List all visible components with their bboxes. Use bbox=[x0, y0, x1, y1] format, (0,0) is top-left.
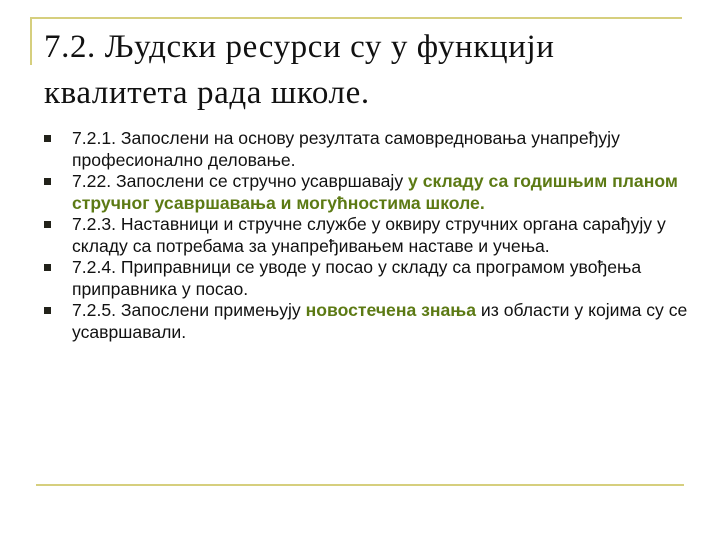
square-bullet-icon bbox=[44, 307, 51, 314]
square-bullet-icon bbox=[44, 264, 51, 271]
square-bullet-icon bbox=[44, 221, 51, 228]
bullet-text: 7.2.5. Запослени примењују bbox=[72, 300, 306, 320]
slide-title: 7.2. Људски ресурси су у функцији квалитета рада школе. bbox=[44, 29, 555, 111]
bullet-text: 7.22. Запослени се стручно усавршавају bbox=[72, 171, 409, 191]
bullet-item-7-2-4 bbox=[42, 257, 692, 300]
square-bullet-icon bbox=[44, 135, 51, 142]
top-rule-vertical bbox=[30, 17, 32, 65]
bullet-item-7-2-5 bbox=[42, 300, 692, 343]
bullet-list bbox=[42, 128, 692, 343]
bullet-item-7-2-3 bbox=[42, 214, 692, 257]
bullet-highlight: новостечена знања bbox=[305, 300, 477, 320]
square-bullet-icon bbox=[44, 178, 51, 185]
bullet-text: 7.2.4. Приправници се уводе у посао у складу са програмом увођења приправника у посао. bbox=[72, 257, 642, 299]
bottom-rule bbox=[36, 484, 684, 486]
top-rule-horizontal bbox=[30, 17, 682, 19]
bullet-text-after: из области у којима су се усавршавали. bbox=[72, 300, 688, 342]
bullet-item-7-2-2 bbox=[42, 171, 692, 214]
bullet-text: 7.2.1. Запослени на основу резултата самовредновања унапређују професионално деловање. bbox=[72, 128, 620, 170]
bullet-text: 7.2.3. Наставници и стручне службе у оквиру стручних органа сарађују у складу са потребама за унапређивањем наставе и учења. bbox=[72, 214, 666, 256]
bullet-item-7-2-1 bbox=[42, 128, 692, 171]
bullet-highlight: у складу са годишњим планом стручног усавршавања и могућностима школе. bbox=[72, 171, 678, 213]
